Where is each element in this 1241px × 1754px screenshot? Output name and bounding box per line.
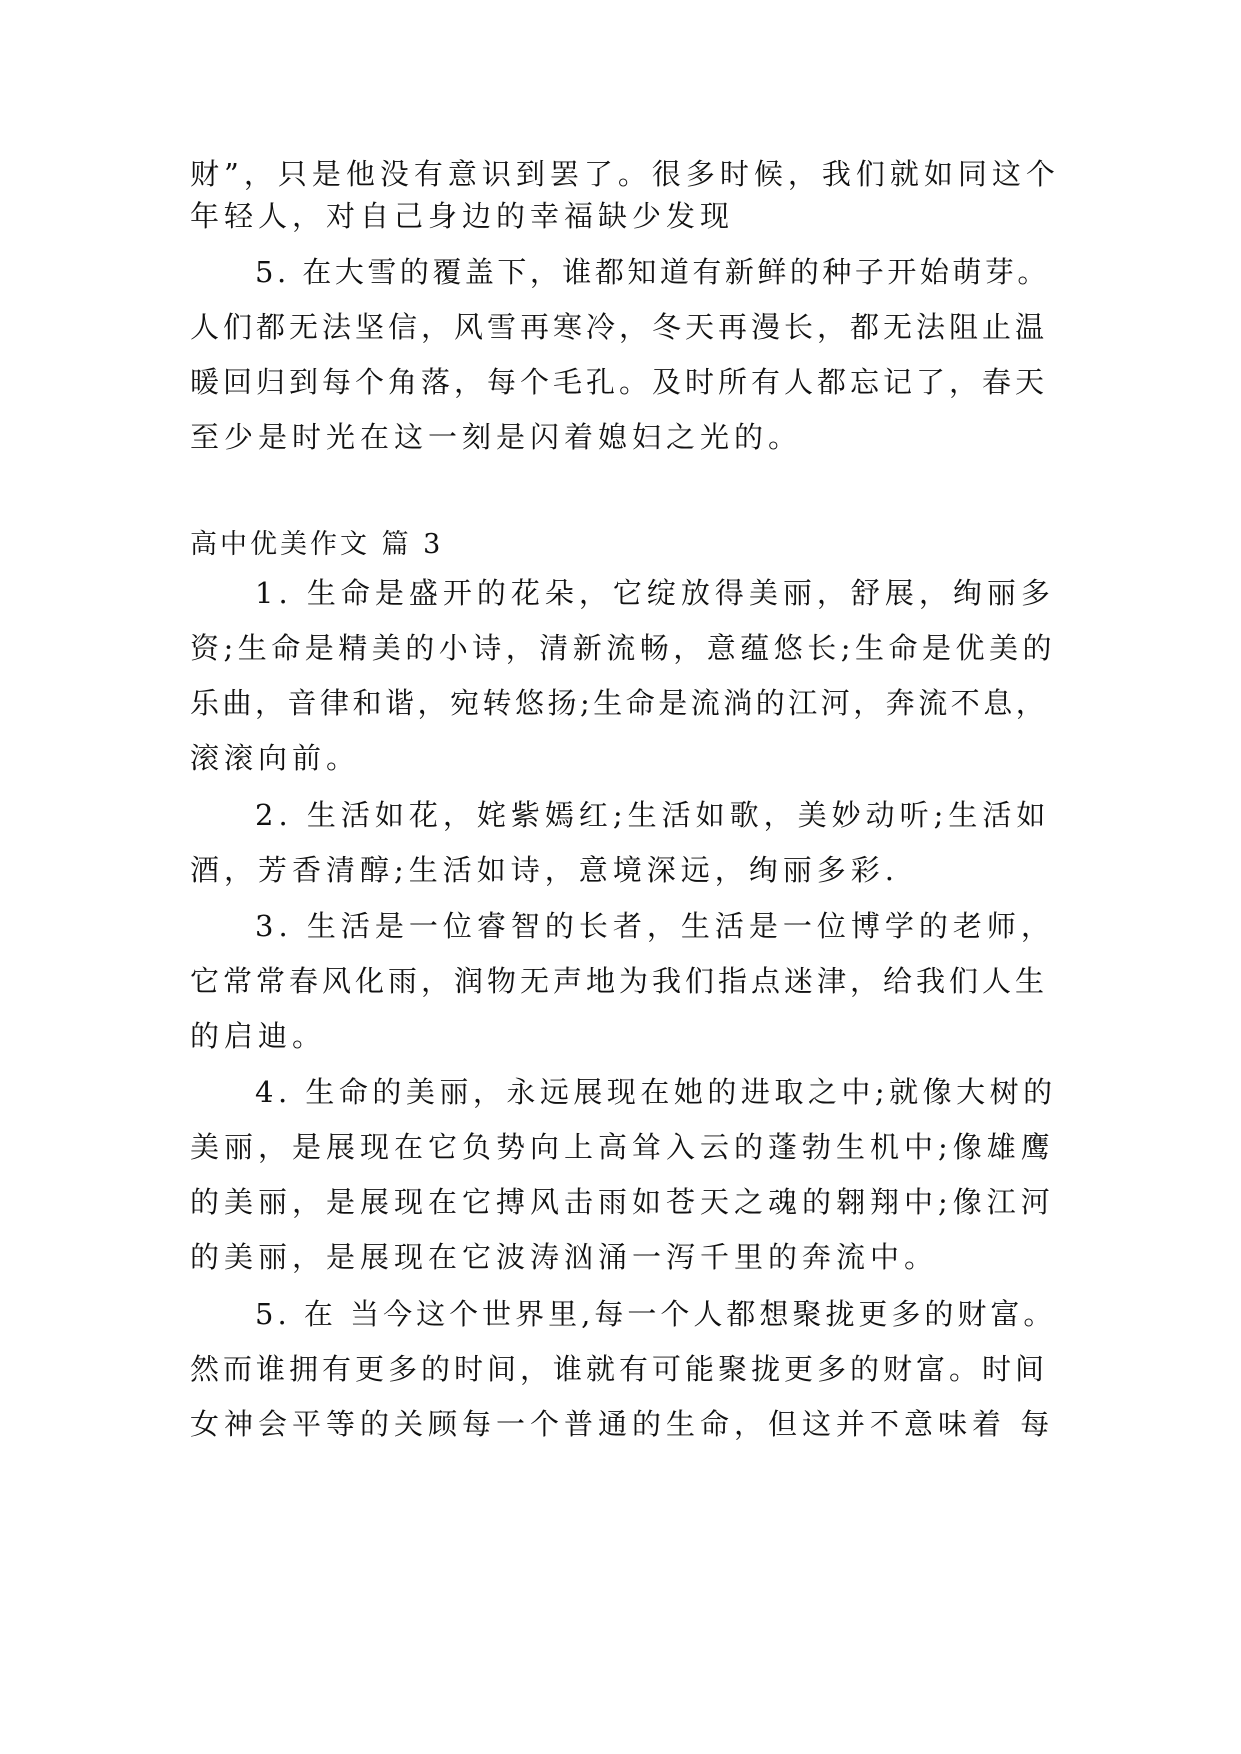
text-line: 人们都无法坚信，风雪再寒冷，冬天再漫长，都无法阻止温	[190, 310, 1049, 344]
numbered-item-1: 1. 生命是盛开的花朵，它绽放得美丽，舒展，绚丽多	[255, 576, 1055, 610]
text-line: 它常常春风化雨，润物无声地为我们指点迷津，给我们人生	[190, 964, 1049, 998]
text-line: 至少是时光在这一刻是闪着媳妇之光的。	[190, 420, 803, 454]
numbered-item-5: 5. 在大雪的覆盖下，谁都知道有新鲜的种子开始萌芽。	[255, 255, 1050, 289]
numbered-item-2: 2. 生活如花，姹紫嫣红;生活如歌，美妙动听;生活如	[255, 798, 1051, 832]
text-line: 然而谁拥有更多的时间，谁就有可能聚拢更多的财富。时间	[190, 1352, 1049, 1386]
text-line: 乐曲，音律和谐，宛转悠扬;生命是流淌的江河，奔流不息，	[190, 686, 1049, 720]
section-heading: 高中优美作文 篇 3	[190, 529, 444, 560]
text-line: 滚滚向前。	[190, 741, 361, 775]
text-line: 暖回归到每个角落，每个毛孔。及时所有人都忘记了，春天	[190, 365, 1049, 399]
text-line: 美丽，是展现在它负势向上高耸入云的蓬勃生机中;像雄鹰	[190, 1130, 1055, 1164]
text-line: 女神会平等的关顾每一个普通的生命，但这并不意味着 每	[190, 1407, 1055, 1441]
text-line: 资;生命是精美的小诗，清新流畅，意蕴悠长;生命是优美的	[190, 631, 1057, 665]
text-line: 年轻人，对自己身边的幸福缺少发现	[190, 199, 735, 233]
text-line: 财”，只是他没有意识到罢了。很多时候，我们就如同这个	[190, 157, 1060, 191]
numbered-item-5: 5. 在 当今这个世界里,每一个人都想聚拢更多的财富。	[255, 1297, 1057, 1331]
text-line: 的美丽，是展现在它搏风击雨如苍天之魂的翱翔中;像江河	[190, 1185, 1055, 1219]
text-line: 酒，芳香清醇;生活如诗，意境深远，绚丽多彩.	[190, 853, 899, 887]
text-line: 的启迪。	[190, 1019, 327, 1053]
text-line: 的美丽，是展现在它波涛汹涌一泻千里的奔流中。	[190, 1240, 939, 1274]
numbered-item-3: 3. 生活是一位睿智的长者，生活是一位博学的老师，	[255, 909, 1055, 943]
numbered-item-4: 4. 生命的美丽，永远展现在她的进取之中;就像大树的	[255, 1075, 1057, 1109]
